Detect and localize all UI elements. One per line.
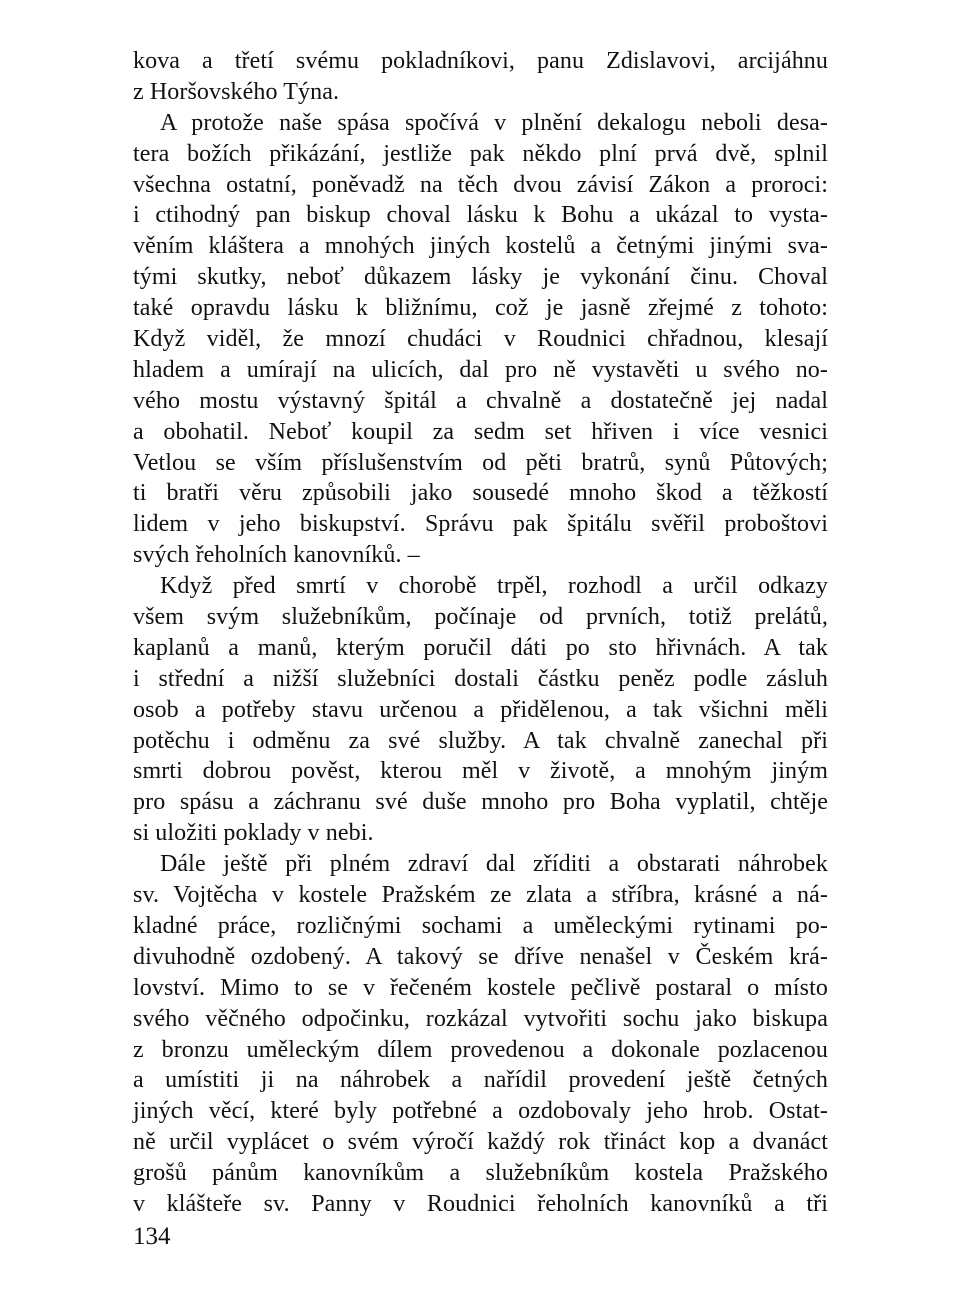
text-line: osob a potřeby stavu určenou a přidělenou, a tak všichni měli xyxy=(133,696,828,723)
text-line: svých řeholních kanovníků. – xyxy=(133,542,420,569)
text-line: sv. Vojtěcha v kostele Pražském ze zlata a stříbra, krásné a ná- xyxy=(133,882,828,909)
text-line: také opravdu lásku k bližnímu, což je jasně zřejmé z tohoto: xyxy=(133,295,828,322)
page-body xyxy=(133,46,828,1220)
text-line: všem svým služebníkům, počínaje od prvních, totiž prelátů, xyxy=(133,604,828,631)
text-line: si uložiti poklady v nebi. xyxy=(133,820,374,847)
text-line: tera božích přikázání, jestliže pak někdo plní prvá dvě, splnil xyxy=(133,140,828,167)
paragraph xyxy=(133,108,828,571)
text-line: A protože naše spása spočívá v plnění dekalogu neboli desa- xyxy=(160,109,828,136)
paragraph xyxy=(133,46,828,108)
text-line: kaplanů a manů, kterým poručil dáti po sto hřivnách. A tak xyxy=(133,634,828,661)
text-line: divuhodně ozdobený. A takový se dříve nenašel v Českém krá- xyxy=(133,943,828,970)
text-line: lidem v jeho biskupství. Správu pak špitálu svěřil proboštovi xyxy=(133,511,828,538)
text-line: potěchu i odměnu za své služby. A tak chvalně zanechal při xyxy=(133,727,828,754)
text-line: ti bratři věru způsobili jako sousedé mnoho škod a těžkostí xyxy=(133,480,828,507)
text-line: a obohatil. Neboť koupil za sedm set hřiven i více vesnici xyxy=(133,418,828,445)
text-line: ně určil vyplácet o svém výročí každý rok třináct kop a dvanáct xyxy=(133,1129,828,1156)
text-line: i střední a nižší služebníci dostali částku peněz podle zásluh xyxy=(133,665,828,692)
text-line: svého věčného odpočinku, rozkázal vytvořiti sochu jako biskupa xyxy=(133,1005,828,1032)
text-line: kladné práce, rozličnými sochami a uměleckými rytinami po- xyxy=(133,912,828,939)
text-line: smrti dobrou pověst, kterou měl v životě, a mnohým jiným xyxy=(133,758,828,785)
text-line: z Horšovského Týna. xyxy=(133,78,340,105)
text-line: pro spásu a záchranu své duše mnoho pro Boha vyplatil, chtěje xyxy=(133,789,828,816)
text-line: z bronzu uměleckým dílem provedenou a dokonale pozlacenou xyxy=(133,1036,828,1063)
paragraph xyxy=(133,849,828,1220)
text-line: Dále ještě při plném zdraví dal zříditi a obstarati náhrobek xyxy=(160,851,828,878)
text-line: kova a třetí svému pokladníkovi, panu Zdislavovi, arcijáhnu xyxy=(133,48,828,74)
text-line: vého mostu výstavný špitál a chvalně a dostatečně jej nadal xyxy=(133,387,828,414)
text-line: všechna ostatní, poněvadž na těch dvou závisí Zákon a proroci: xyxy=(133,171,828,198)
text-line: hladem a umírají na ulicích, dal pro ně vystavěti u svého no- xyxy=(133,356,828,383)
text-line: věním kláštera a mnohých jiných kostelů a četnými jinými sva- xyxy=(133,233,828,260)
text-line: Vetlou se vším příslušenstvím od pěti bratrů, synů Půtových; xyxy=(133,449,828,476)
text-line: a umístiti ji na náhrobek a nařídil provedení ještě četných xyxy=(133,1067,828,1094)
text-line: lovství. Mimo to se v řečeném kostele pečlivě postaral o místo xyxy=(133,974,828,1001)
page-number: 134 xyxy=(133,1223,171,1250)
text-line: Když viděl, že mnozí chudáci v Roudnici chřadnou, klesají xyxy=(133,326,828,353)
text-line: v klášteře sv. Panny v Roudnici řeholních kanovníků a tři xyxy=(133,1190,828,1217)
paragraph xyxy=(133,571,828,849)
text-line: tými skutky, neboť důkazem lásky je vykonání činu. Choval xyxy=(133,264,828,291)
text-line: Když před smrtí v chorobě trpěl, rozhodl a určil odkazy xyxy=(160,573,828,600)
text-line: grošů pánům kanovníkům a služebníkům kostela Pražského xyxy=(133,1160,828,1187)
text-line: i ctihodný pan biskup choval lásku k Bohu a ukázal to vysta- xyxy=(133,202,828,229)
text-line: jiných věcí, které byly potřebné a ozdobovaly jeho hrob. Ostat- xyxy=(133,1098,828,1125)
